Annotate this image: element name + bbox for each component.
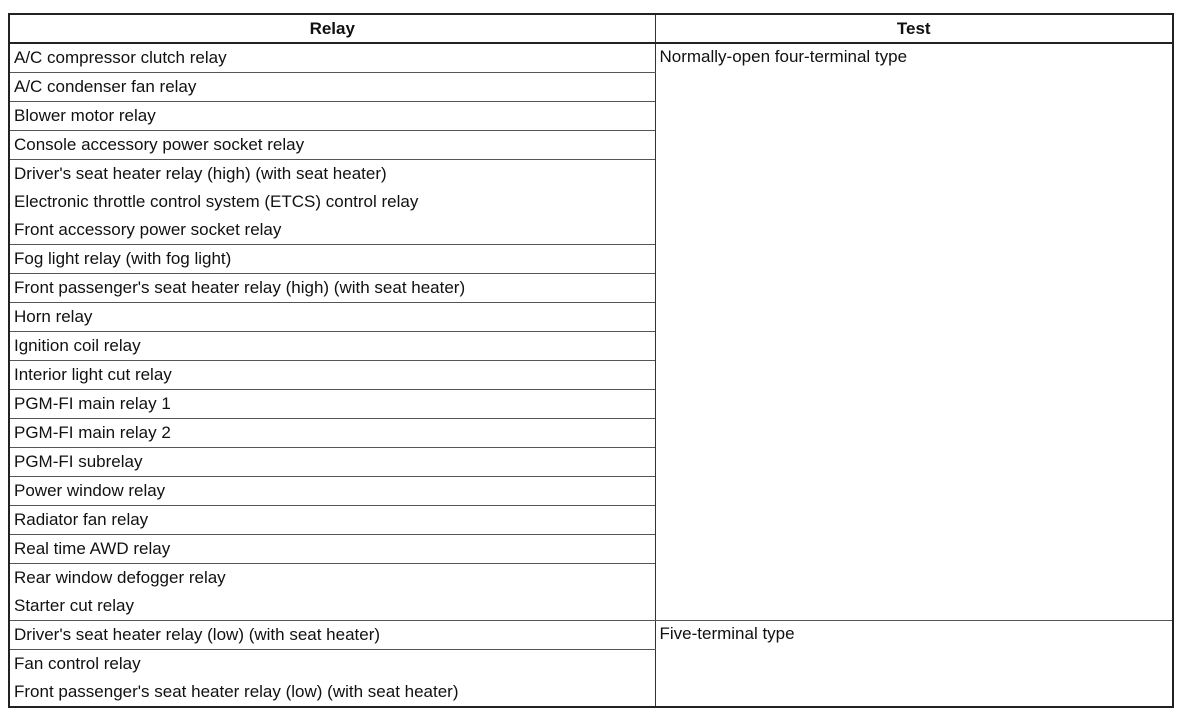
table-row [9, 43, 1173, 73]
relay-name-cell: Starter cut relay [9, 592, 655, 621]
relay-name-cell: A/C condenser fan relay [9, 73, 655, 102]
relay-test-table [8, 13, 1174, 708]
relay-name-cell: Electronic throttle control system (ETCS) control relay [9, 188, 655, 216]
relay-name-cell: Fog light relay (with fog light) [9, 245, 655, 274]
relay-name-cell: PGM-FI main relay 1 [9, 390, 655, 419]
relay-name-cell: Interior light cut relay [9, 361, 655, 390]
relay-name-cell: Ignition coil relay [9, 332, 655, 361]
relay-name-cell: Power window relay [9, 477, 655, 506]
relay-name-cell: Horn relay [9, 303, 655, 332]
test-type-cell: Five-terminal type [655, 621, 1173, 708]
relay-name-cell: Rear window defogger relay [9, 564, 655, 593]
relay-name-cell: A/C compressor clutch relay [9, 43, 655, 73]
table-body [9, 43, 1173, 707]
relay-name-cell: Front passenger's seat heater relay (low) (with seat heater) [9, 678, 655, 707]
relay-name-cell: Blower motor relay [9, 102, 655, 131]
relay-name-cell: Driver's seat heater relay (high) (with seat heater) [9, 160, 655, 189]
relay-name-cell: Front passenger's seat heater relay (high) (with seat heater) [9, 274, 655, 303]
table-row [9, 621, 1173, 650]
test-column-header: Test [655, 14, 1173, 43]
relay-column-header: Relay [9, 14, 655, 43]
relay-name-cell: Console accessory power socket relay [9, 131, 655, 160]
relay-name-cell: PGM-FI main relay 2 [9, 419, 655, 448]
relay-name-cell: Driver's seat heater relay (low) (with seat heater) [9, 621, 655, 650]
relay-name-cell: Real time AWD relay [9, 535, 655, 564]
test-type-cell: Normally-open four-terminal type [655, 43, 1173, 621]
relay-name-cell: Radiator fan relay [9, 506, 655, 535]
relay-name-cell: Fan control relay [9, 650, 655, 679]
relay-name-cell: PGM-FI subrelay [9, 448, 655, 477]
header-row [9, 14, 1173, 43]
relay-name-cell: Front accessory power socket relay [9, 216, 655, 245]
